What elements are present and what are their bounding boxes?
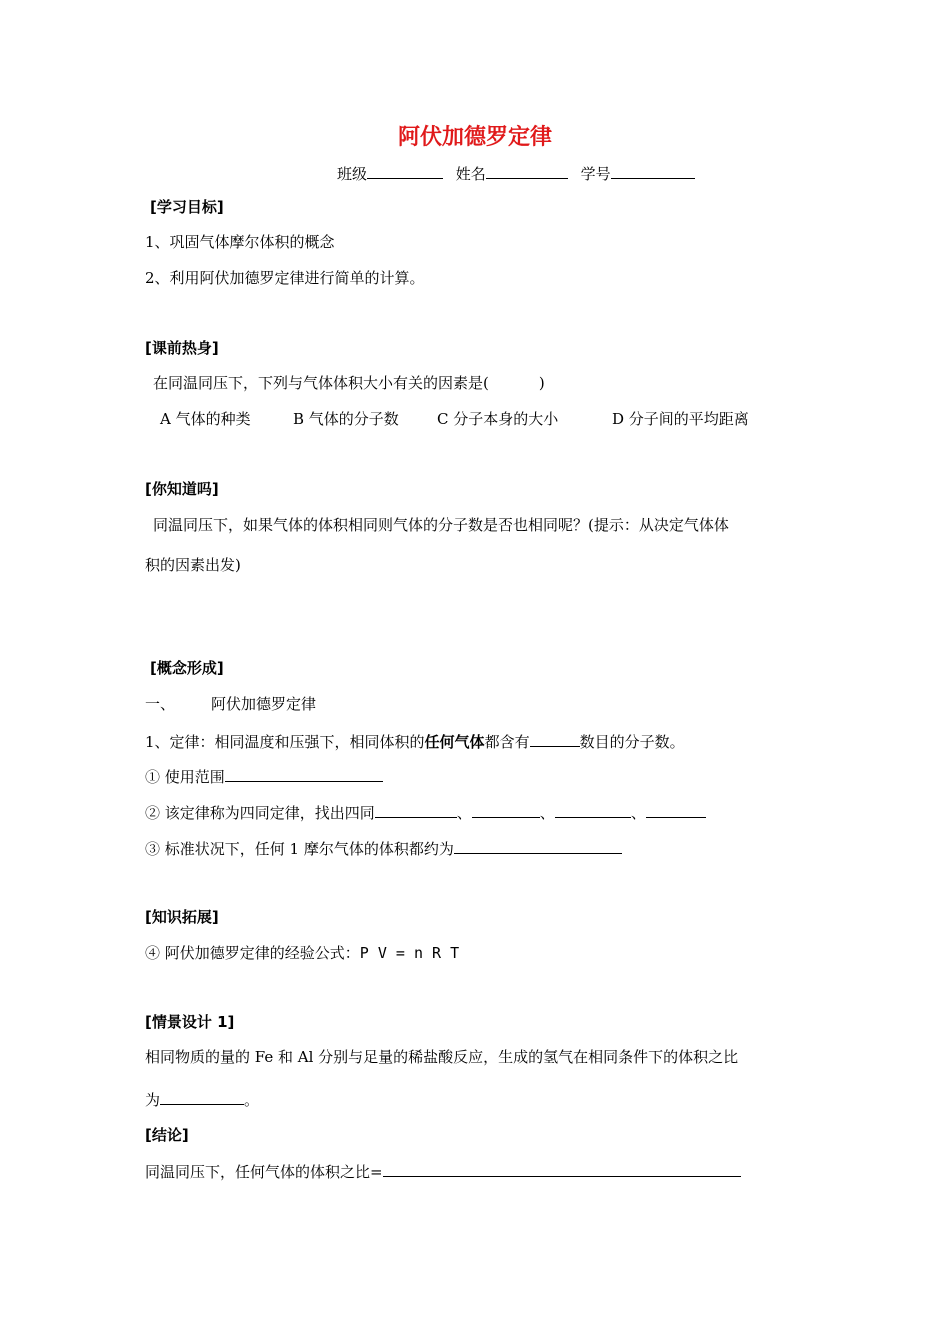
option-c: C 分子本身的大小 <box>437 410 559 428</box>
goal-item: 2、利用阿伏加德罗定律进行简单的计算。 <box>145 269 425 287</box>
concept-item-1 <box>145 766 383 787</box>
warmup-header: [课前热身] <box>145 339 219 357</box>
item2-sep: 、 <box>539 804 555 822</box>
concept-header: [概念形成] <box>150 659 224 677</box>
know-text-line2: 积的因素出发) <box>145 556 241 574</box>
option-b: B 气体的分子数 <box>293 410 399 428</box>
item2-sep: 、 <box>630 804 646 822</box>
know-text-line1: 同温同压下，如果气体的体积相同则气体的分子数是否也相同呢？(提示：从决定气体体 <box>153 516 729 534</box>
item2-blank <box>375 802 457 818</box>
item2-blank <box>472 802 540 818</box>
ext-formula: P V = n R T <box>359 944 460 962</box>
id-blank <box>611 163 695 179</box>
conclusion-text: 同温同压下，任何气体的体积之比= <box>145 1163 383 1181</box>
class-label: 班级 <box>337 165 368 183</box>
law-text-bold: 任何气体 <box>424 733 485 751</box>
item2-blank <box>555 802 631 818</box>
student-info-line <box>337 163 695 184</box>
scenario-text-b: 。 <box>244 1091 260 1109</box>
ext-header: [知识拓展] <box>145 908 219 926</box>
concept-sub-number: 一、 <box>145 695 176 713</box>
class-blank <box>367 163 443 179</box>
name-label: 姓名 <box>455 165 486 183</box>
name-blank <box>486 163 568 179</box>
item3-blank <box>454 838 622 854</box>
item3-text: ③ 标准状况下，任何 1 摩尔气体的体积都约为 <box>145 840 454 858</box>
scenario-header: [情景设计 1] <box>145 1013 235 1031</box>
item2-text: ② 该定律称为四同定律，找出四同 <box>145 804 375 822</box>
question-end: ) <box>538 374 545 392</box>
law-text-a: 1、定律：相同温度和压强下，相同体积的 <box>145 733 425 751</box>
question-text: 在同温同压下，下列与气体体积大小有关的因素是( <box>153 374 489 392</box>
law-statement <box>145 731 685 752</box>
scenario-line2 <box>145 1089 259 1110</box>
conclusion-line <box>145 1161 741 1182</box>
ext-line <box>145 943 459 963</box>
item2-sep: 、 <box>456 804 472 822</box>
warmup-question <box>153 373 545 393</box>
ext-text: ④ 阿伏加德罗定律的经验公式： <box>145 944 360 962</box>
law-blank <box>530 731 580 747</box>
goals-header: [学习目标] <box>150 198 224 216</box>
option-a: A 气体的种类 <box>160 410 251 428</box>
scenario-text-a: 为 <box>145 1091 161 1109</box>
law-text-c: 数目的分子数。 <box>579 733 685 751</box>
concept-item-2 <box>145 802 706 823</box>
item1-text: ① 使用范围 <box>145 768 225 786</box>
goal-item: 1、巩固气体摩尔体积的概念 <box>145 233 335 251</box>
scenario-line1: 相同物质的量的 Fe 和 Al 分别与足量的稀盐酸反应，生成的氢气在相同条件下的体积之比 <box>145 1048 739 1066</box>
know-header: [你知道吗] <box>145 480 219 498</box>
law-text-b: 都含有 <box>484 733 530 751</box>
item1-blank <box>225 766 383 782</box>
id-label: 学号 <box>580 165 611 183</box>
scenario-blank <box>160 1089 244 1105</box>
option-d: D 分子间的平均距离 <box>612 410 749 428</box>
conclusion-blank <box>383 1161 741 1177</box>
item2-blank <box>646 802 706 818</box>
conclusion-header: [结论] <box>145 1126 189 1144</box>
page-title: 阿伏加德罗定律 <box>397 125 552 150</box>
concept-item-3 <box>145 838 622 859</box>
concept-sub-title: 阿伏加德罗定律 <box>211 695 317 713</box>
